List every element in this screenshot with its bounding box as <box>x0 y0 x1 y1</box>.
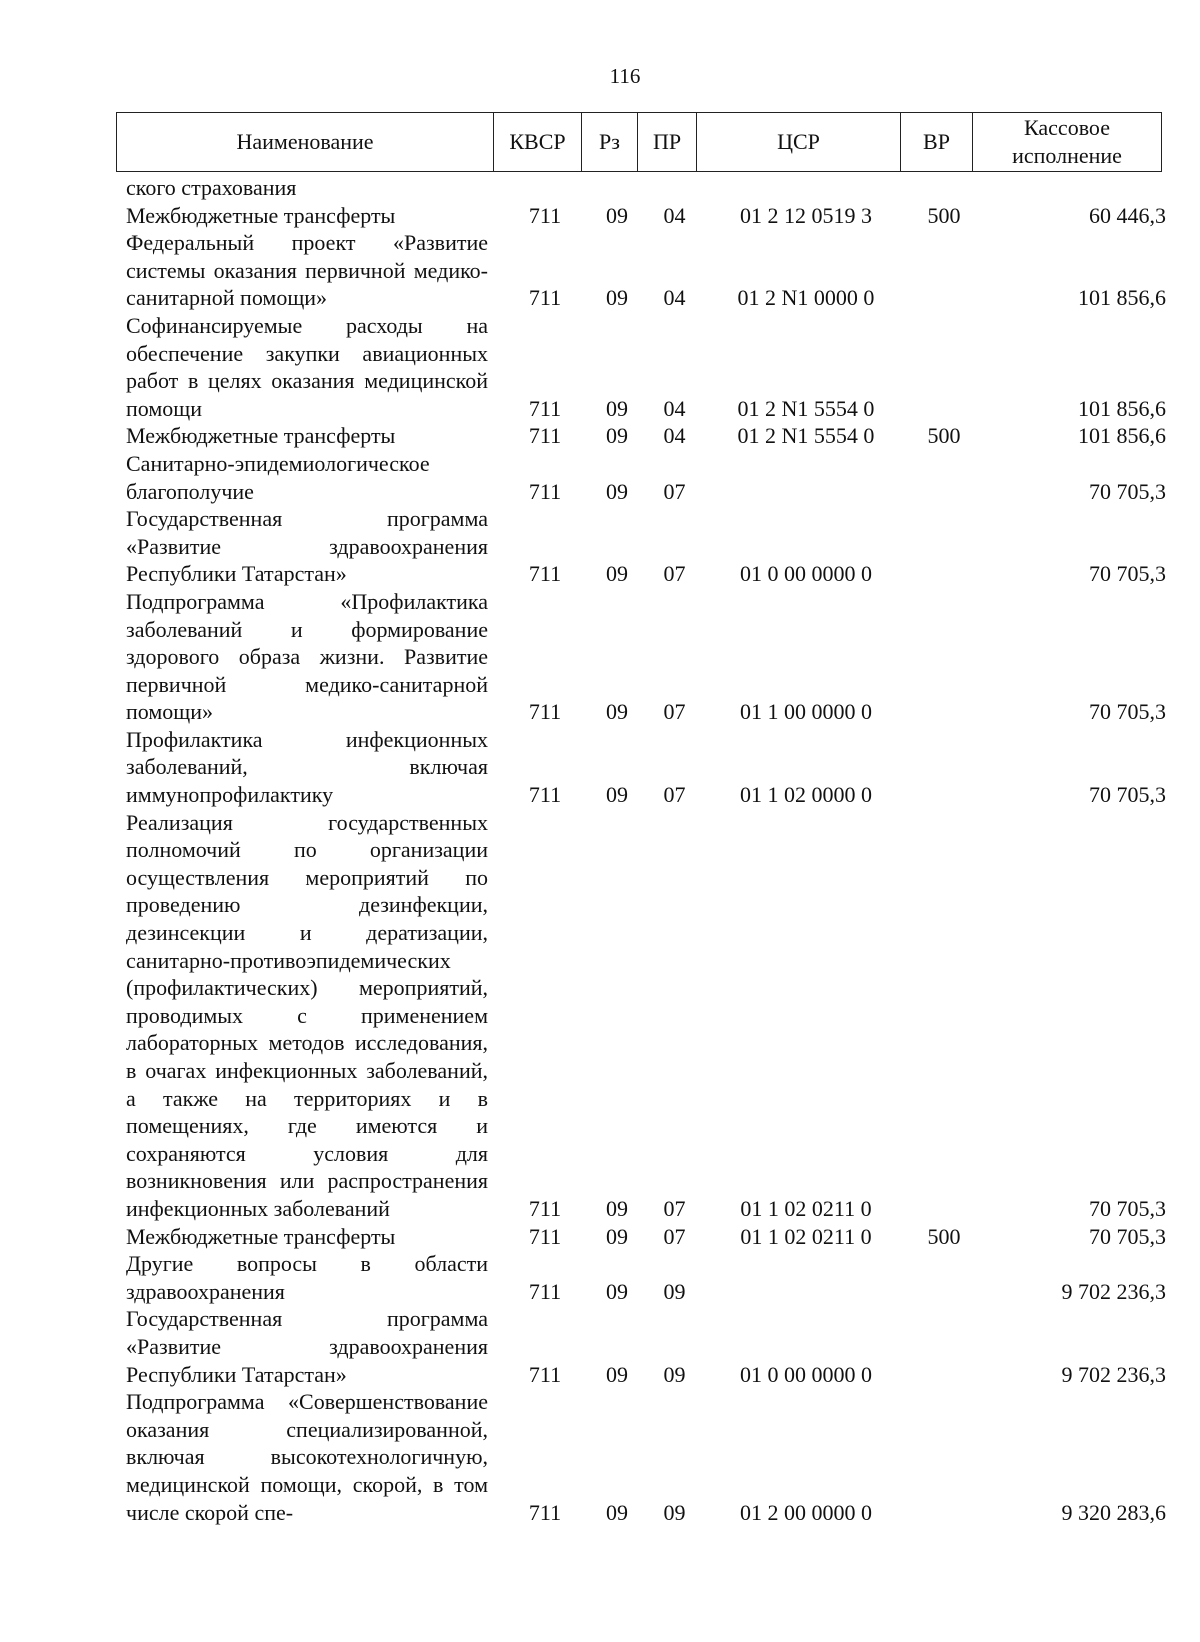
table-row <box>116 1250 1166 1305</box>
cell-vr: 500 <box>927 202 961 228</box>
cell-rz: 09 <box>606 285 628 311</box>
cell-rz: 09 <box>606 1361 628 1387</box>
table-row <box>116 505 1166 588</box>
cell-sum: 101 856,6 <box>1078 285 1166 311</box>
cell-name: Межбюджетные трансферты <box>126 1223 396 1249</box>
cell-sum: 9 702 236,3 <box>1061 1361 1166 1387</box>
cell-csr: 01 2 N1 5554 0 <box>737 423 875 449</box>
cell-csr: 01 0 00 0000 0 <box>740 1361 872 1387</box>
cell-kvsr: 711 <box>528 423 562 449</box>
header-sum: Кассовое исполнение <box>1012 115 1122 168</box>
cell-pr: 04 <box>663 395 686 421</box>
cell-name: Межбюджетные трансферты <box>126 423 396 449</box>
cell-rz: 09 <box>606 1278 628 1304</box>
cell-rz: 09 <box>606 202 628 228</box>
cell-pr: 09 <box>663 1361 686 1387</box>
header-pr: ПР <box>638 113 697 171</box>
cell-sum: 70 705,3 <box>1089 478 1166 504</box>
cell-csr: 01 1 02 0211 0 <box>740 1195 872 1221</box>
cell-kvsr: 711 <box>528 478 562 504</box>
cell-pr: 07 <box>663 1223 686 1249</box>
cell-sum: 70 705,3 <box>1089 561 1166 587</box>
cell-sum: 9 320 283,6 <box>1061 1499 1166 1525</box>
cell-csr: 01 1 02 0000 0 <box>740 782 872 808</box>
cell-rz: 09 <box>606 423 628 449</box>
table-row <box>116 422 1166 450</box>
cell-pr: 04 <box>663 423 686 449</box>
cell-pr: 09 <box>663 1499 686 1525</box>
header-csr: ЦСР <box>697 113 901 171</box>
cell-rz: 09 <box>606 1195 628 1221</box>
cell-name: Межбюджетные трансферты <box>126 202 396 228</box>
cell-kvsr: 711 <box>528 395 562 421</box>
cell-sum: 70 705,3 <box>1089 782 1166 808</box>
page-number: 116 <box>609 64 641 88</box>
cell-name: Государственная программа «Развитие здравоохранения Республики Татарстан» <box>126 1306 488 1387</box>
table-row <box>116 174 1166 202</box>
header-rz: Рз <box>582 113 638 171</box>
cell-pr: 07 <box>663 561 686 587</box>
cell-kvsr: 711 <box>528 561 562 587</box>
cell-rz: 09 <box>606 782 628 808</box>
table-row <box>116 450 1166 505</box>
cell-kvsr: 711 <box>528 782 562 808</box>
table-row <box>116 809 1166 1223</box>
table-header <box>116 112 1162 172</box>
cell-name: Государственная программа «Развитие здравоохранения Республики Татарстан» <box>126 506 488 587</box>
cell-pr: 04 <box>663 285 686 311</box>
cell-sum: 60 446,3 <box>1089 202 1166 228</box>
cell-csr: 01 2 N1 5554 0 <box>737 395 875 421</box>
table-row <box>116 202 1166 230</box>
cell-kvsr: 711 <box>528 1361 562 1387</box>
cell-pr: 07 <box>663 782 686 808</box>
cell-rz: 09 <box>606 699 628 725</box>
cell-kvsr: 711 <box>528 1278 562 1304</box>
header-kvsr: КВСР <box>494 113 582 171</box>
table-row <box>116 312 1166 422</box>
cell-name: Подпрограмма «Профилактика заболеваний и формирование здорового образа жизни. Развитие первичной медико-санитарной помощи» <box>126 588 488 725</box>
cell-csr: 01 2 12 0519 3 <box>740 202 872 228</box>
header-vr: ВР <box>901 113 973 171</box>
cell-pr: 07 <box>663 699 686 725</box>
table-row <box>116 229 1166 312</box>
cell-rz: 09 <box>606 478 628 504</box>
cell-name: Профилактика инфекционных заболеваний, включая иммунопрофилактику <box>126 726 488 808</box>
cell-pr: 04 <box>663 202 686 228</box>
cell-name: ского страхования <box>126 175 297 200</box>
table-row <box>116 1223 1166 1251</box>
cell-vr: 500 <box>927 1223 961 1249</box>
cell-sum: 70 705,3 <box>1089 1223 1166 1249</box>
cell-csr: 01 1 00 0000 0 <box>740 699 872 725</box>
cell-csr: 01 0 00 0000 0 <box>740 561 872 587</box>
cell-rz: 09 <box>606 1223 628 1249</box>
cell-name: Санитарно-эпидемиологическое благополучие <box>126 450 430 504</box>
cell-rz: 09 <box>606 1499 628 1525</box>
cell-kvsr: 711 <box>528 1195 562 1221</box>
table-row <box>116 1388 1166 1526</box>
cell-name: Федеральный проект «Развитие системы оказания первичной медико-санитарной помощи» <box>126 230 488 311</box>
cell-kvsr: 711 <box>528 1223 562 1249</box>
cell-csr: 01 2 00 0000 0 <box>740 1499 872 1525</box>
cell-sum: 9 702 236,3 <box>1061 1278 1166 1304</box>
cell-sum: 101 856,6 <box>1078 423 1166 449</box>
table-row <box>116 588 1166 726</box>
header-name: Наименование <box>117 113 494 171</box>
cell-name: Другие вопросы в области здравоохранения <box>126 1251 488 1304</box>
cell-name: Реализация государственных полномочий по организации осуществления мероприятий по проведению дезинфекции, дезинсекции и дератизации, санитарно-противоэпидемических (профилактических) мероприятий, проводимых с применением лабораторных методов исследования, в очагах инфекционных заболеваний, а также на территориях и в помещениях, где имеются и сохраняются условия для возникновения или распространения инфекционных заболеваний <box>126 809 488 1221</box>
cell-kvsr: 711 <box>528 285 562 311</box>
cell-kvsr: 711 <box>528 202 562 228</box>
cell-rz: 09 <box>606 395 628 421</box>
cell-csr: 01 2 N1 0000 0 <box>737 285 875 311</box>
cell-name: Софинансируемые расходы на обеспечение закупки авиационных работ в целях оказания медицинской помощи <box>126 312 488 421</box>
cell-pr: 07 <box>663 1195 686 1221</box>
cell-name: Подпрограмма «Совершенствование оказания специализированной, включая высокотехнологичную, медицинской помощи, скорой, в том числе скорой спе- <box>126 1389 488 1525</box>
cell-vr: 500 <box>927 423 961 449</box>
table-body <box>116 174 1166 1526</box>
cell-pr: 09 <box>663 1278 686 1304</box>
cell-sum: 101 856,6 <box>1078 395 1166 421</box>
cell-kvsr: 711 <box>528 699 562 725</box>
cell-sum: 70 705,3 <box>1089 699 1166 725</box>
cell-kvsr: 711 <box>528 1499 562 1525</box>
cell-sum: 70 705,3 <box>1089 1195 1166 1221</box>
table-row <box>116 1305 1166 1388</box>
cell-csr: 01 1 02 0211 0 <box>740 1223 872 1249</box>
cell-pr: 07 <box>663 478 686 504</box>
table-row <box>116 726 1166 809</box>
cell-rz: 09 <box>606 561 628 587</box>
